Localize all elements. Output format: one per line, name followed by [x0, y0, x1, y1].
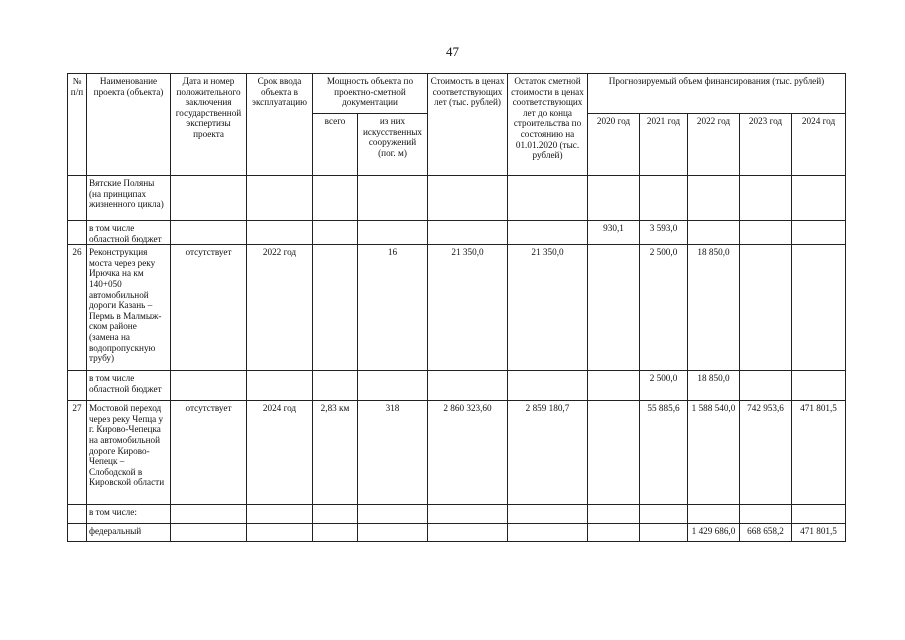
- cell-2020: 930,1: [588, 221, 640, 245]
- cell-2023: 668 658,2: [740, 524, 792, 542]
- row-num: 27: [68, 401, 87, 505]
- cell-power-total: [313, 245, 358, 371]
- row-name: в том числе областной бюджет: [87, 371, 171, 401]
- cell-2023: 742 953,6: [740, 401, 792, 505]
- cell-cost: 2 860 323,60: [428, 401, 508, 505]
- header-remain: Остаток сметной стоимости в ценах соответствующих лет до конца строительства по состоянию на 01.01.2020 (тыс. рублей): [508, 74, 588, 176]
- cell-power-total: 2,83 км: [313, 401, 358, 505]
- cell-2022: 18 850,0: [688, 245, 740, 371]
- cell-power-incl: 318: [358, 401, 428, 505]
- header-row: [68, 74, 846, 114]
- header-year-2022: 2022 год: [688, 114, 740, 176]
- cell-power-incl: 16: [358, 245, 428, 371]
- header-power-incl: из них искусственных сооружений (пог. м): [358, 114, 428, 176]
- header-year-2021: 2021 год: [640, 114, 688, 176]
- header-cost: Стоимость в ценах соответствующих лет (тыс. рублей): [428, 74, 508, 176]
- table-row: [68, 221, 846, 245]
- cell-2022: 1 429 686,0: [688, 524, 740, 542]
- cell-remain: 2 859 180,7: [508, 401, 588, 505]
- cell-term: 2024 год: [247, 401, 313, 505]
- cell-term: 2022 год: [247, 245, 313, 371]
- cell-remain: 21 350,0: [508, 245, 588, 371]
- table-row: [68, 401, 846, 505]
- header-year-2024: 2024 год: [792, 114, 846, 176]
- cell-date: отсутствует: [171, 401, 247, 505]
- cell-2021: 3 593,0: [640, 221, 688, 245]
- cell-2022: 1 588 540,0: [688, 401, 740, 505]
- table-row: [68, 505, 846, 524]
- header-year-2020: 2020 год: [588, 114, 640, 176]
- financing-table: [67, 73, 846, 542]
- row-name: Вятские Поляны (на принципах жизненного цикла): [87, 176, 171, 221]
- row-name: в том числе областной бюджет: [87, 221, 171, 245]
- row-name: Реконструкция моста через реку Ирючка на км 140+050 автомобильной дороги Казань – Пермь в Малмыж-ском районе (замена на водопропускную трубу): [87, 245, 171, 371]
- header-power: Мощность объекта по проектно-сметной документации: [313, 74, 428, 114]
- cell-2022: 18 850,0: [688, 371, 740, 401]
- table-row: [68, 371, 846, 401]
- header-year-2023: 2023 год: [740, 114, 792, 176]
- header-forecast: Прогнозируемый объем финансирования (тыс. рублей): [588, 74, 846, 114]
- cell-2021: 2 500,0: [640, 371, 688, 401]
- header-num: № п/п: [68, 74, 87, 176]
- header-power-total: всего: [313, 114, 358, 176]
- cell-date: отсутствует: [171, 245, 247, 371]
- table-row: [68, 524, 846, 542]
- header-term: Срок ввода объекта в эксплуатацию: [247, 74, 313, 176]
- row-num: 26: [68, 245, 87, 371]
- header-date: Дата и номер положительного заключения государственной экспертизы проекта: [171, 74, 247, 176]
- cell-2021: 55 885,6: [640, 401, 688, 505]
- table-row: [68, 176, 846, 221]
- table-row: [68, 245, 846, 371]
- cell-2024: 471 801,5: [792, 524, 846, 542]
- page-number: 47: [446, 44, 459, 59]
- row-name: в том числе:: [87, 505, 171, 524]
- row-name: Мостовой переход через реку Чепца у г. Кирово-Чепецка на автомобильной дороге Кирово-Чепецк – Слободской в Кировской области: [87, 401, 171, 505]
- header-name: Наименование проекта (объекта): [87, 74, 171, 176]
- cell-cost: 21 350,0: [428, 245, 508, 371]
- cell-2021: 2 500,0: [640, 245, 688, 371]
- cell-2024: 471 801,5: [792, 401, 846, 505]
- row-name: федеральный: [87, 524, 171, 542]
